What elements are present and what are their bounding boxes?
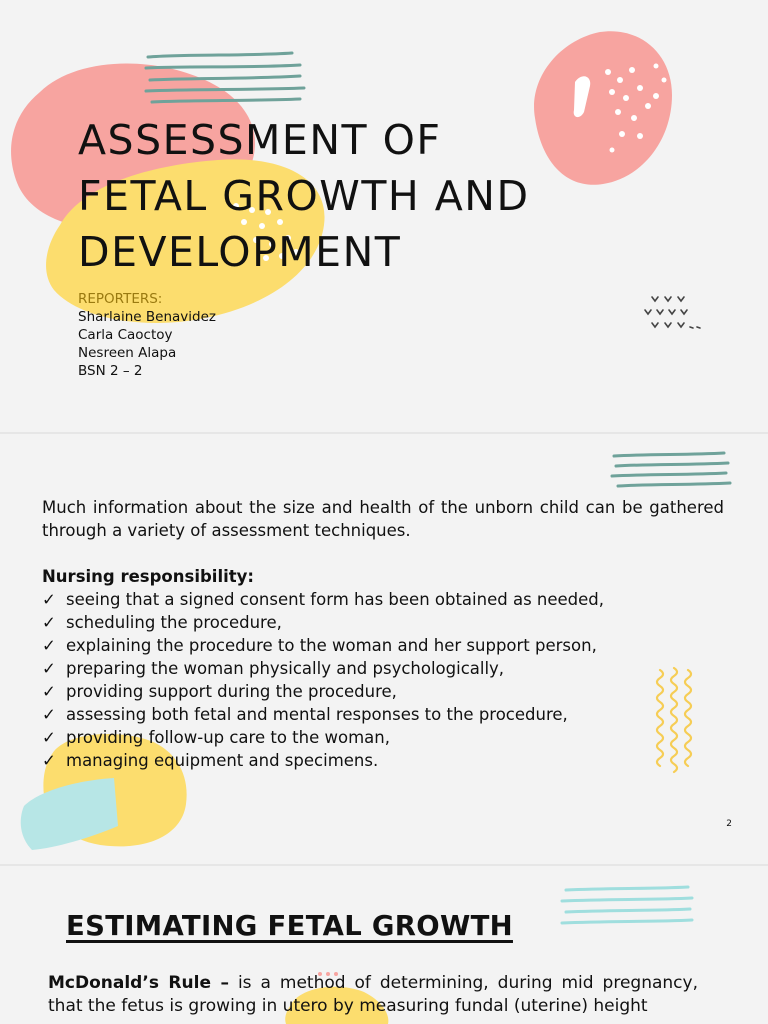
list-item — [42, 657, 604, 680]
checkmark-icon: ✓ — [42, 613, 56, 632]
mcdonald-paragraph — [48, 972, 698, 1018]
pink-circle-blob — [534, 31, 672, 185]
light-blue-brush-lines — [562, 887, 692, 923]
responsibility-slide — [0, 434, 768, 864]
title-line: ASSESSMENT OF — [78, 116, 442, 164]
checkmark-icon: ✓ — [42, 705, 56, 724]
class-section: BSN 2 – 2 — [78, 363, 143, 379]
checkmark-icon: ✓ — [42, 751, 56, 770]
list-item — [42, 611, 604, 634]
checkmark-icon: ✓ — [42, 728, 56, 747]
list-item-text: explaining the procedure to the woman and her support person, — [66, 636, 597, 655]
mcdonald-definition: is a method of determining, during mid pregnancy, that the fetus is growing in utero by measuring fundal (uterine) height — [48, 973, 698, 1016]
yellow-squiggles — [657, 668, 691, 772]
list-item — [42, 726, 604, 749]
bird-marks — [645, 297, 700, 328]
list-item-text: preparing the woman physically and psychologically, — [66, 659, 505, 678]
responsibility-list — [42, 588, 604, 772]
list-item-text: seeing that a signed consent form has been obtained as needed, — [66, 590, 605, 609]
title-line: DEVELOPMENT — [78, 228, 402, 276]
list-item — [42, 634, 604, 657]
list-item — [42, 749, 604, 772]
mcdonald-term: McDonald’s Rule – — [48, 973, 229, 993]
reporter-name: Nesreen Alapa — [78, 345, 177, 361]
title-line: FETAL GROWTH AND — [78, 172, 530, 220]
checkmark-icon: ✓ — [42, 682, 56, 701]
responsibility-heading: Nursing responsibility: — [42, 567, 255, 586]
list-item — [42, 680, 604, 703]
checkmark-icon: ✓ — [42, 636, 56, 655]
list-item-text: providing support during the procedure, — [66, 682, 397, 701]
reporters-label: REPORTERS: — [78, 291, 163, 307]
list-item-text: assessing both fetal and mental responses to the procedure, — [66, 705, 568, 724]
list-item-text: scheduling the procedure, — [66, 613, 282, 632]
reporter-name: Sharlaine Benavidez — [78, 309, 216, 325]
estimating-growth-slide — [0, 866, 768, 1024]
reporter-name: Carla Caoctoy — [78, 327, 173, 343]
reporters-block — [78, 290, 216, 380]
intro-paragraph: Much information about the size and health of the unborn child can be gathered through a variety of assessment techniques. — [42, 498, 724, 540]
list-item-text: managing equipment and specimens. — [66, 751, 379, 770]
checkmark-icon: ✓ — [42, 659, 56, 678]
slide-title — [78, 112, 530, 280]
list-item-text: providing follow-up care to the woman, — [66, 728, 390, 747]
teal-brush-lines — [612, 453, 730, 486]
page-number: 2 — [726, 819, 732, 829]
list-item — [42, 703, 604, 726]
section-title: ESTIMATING FETAL GROWTH — [66, 910, 513, 942]
list-item — [42, 588, 604, 611]
checkmark-icon: ✓ — [42, 590, 56, 609]
title-slide — [0, 0, 768, 432]
